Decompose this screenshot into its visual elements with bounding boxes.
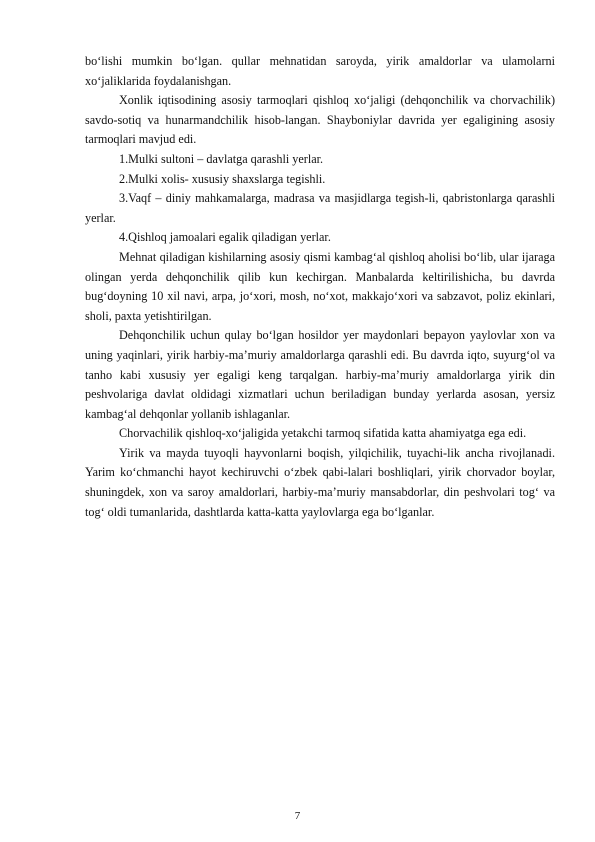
- list-item-qishloq-jamoalari: 4.Qishloq jamoalari egalik qiladigan yerlar.: [119, 230, 331, 245]
- paragraph-animal-husbandry: Yirik va mayda tuyoqli hayvonlarni boqish, yilqichilik, tuyachi-lik ancha rivojlanadi. Yarim ko‘chmanchi hayot kechiruvchi o‘zbek qabi-lalari boshliqlari, yirik chorvador boylar, shuningdek, xon va saroy amaldorlari, harbiy-ma’muriy mansabdorlar, din peshvolari tog‘ va tog‘ oldi tumanlarida, dashtlarda katta-katta yaylovlarga ega bo‘lganlar.: [85, 445, 555, 519]
- paragraph-livestock: Chorvachilik qishloq-xo‘jaligida yetakchi tarmoq sifatida katta ahamiyatga ega edi.: [119, 426, 527, 441]
- list-item-mulki-xolis: 2.Mulki xolis- xususiy shaxslarga tegishli.: [119, 171, 326, 186]
- list-item-vaqf: 3.Vaqf – diniy mahkamalarga, madrasa va masjidlarga tegish-li, qabristonlarga qarashli yerlar.: [85, 191, 555, 225]
- paragraph-economy-branches: Xonlik iqtisodining asosiy tarmoqlari qishloq xo‘jaligi (dehqonchilik va chorvachilik) savdo-sotiq va hunarmandchilik hisob-langan. Shayboniylar davrida yer egaligining asosiy tarmoqlari mavjud edi.: [85, 93, 555, 147]
- page-number: 7: [294, 810, 301, 822]
- document-body: [85, 52, 555, 522]
- paragraph-labor: Mehnat qiladigan kishilarning asosiy qismi kambag‘al qishloq aholisi bo‘lib, ular ijaraga olingan yerda dehqonchilik qilib kun kechirgan. Manbalarda keltirilishicha, bu davrda bug‘doyning 10 xil navi, arpa, jo‘xori, mosh, no‘xot, makkajo‘xori va sabzavot, poliz ekinlari, sholi, paxta yetishtirilgan.: [85, 249, 555, 323]
- list-item-mulki-sultoni: 1.Mulki sultoni – davlatga qarashli yerlar.: [119, 151, 324, 166]
- paragraph-continuation: bo‘lishi mumkin bo‘lgan. qullar mehnatidan saroyda, yirik amaldorlar va ulamolarni xo‘jaliklarida foydalanishgan.: [85, 54, 555, 88]
- paragraph-land-ownership: Dehqonchilik uchun qulay bo‘lgan hosildor yer maydonlari bepayon yaylovlar xon va uning yaqinlari, yirik harbiy-ma’muriy amaldorlarga qarashli edi. Bu davrda iqto, suyurg‘ol va tanho kabi xususiy yer egaligi keng tarqalgan. harbiy-ma’muriy amaldorlarga yirik din peshvolariga davlat oldidagi xizmatlari uchun beriladigan bunday yerlarda asosan, yersiz kambag‘al dehqonlar yollanib ishlaganlar.: [85, 328, 555, 421]
